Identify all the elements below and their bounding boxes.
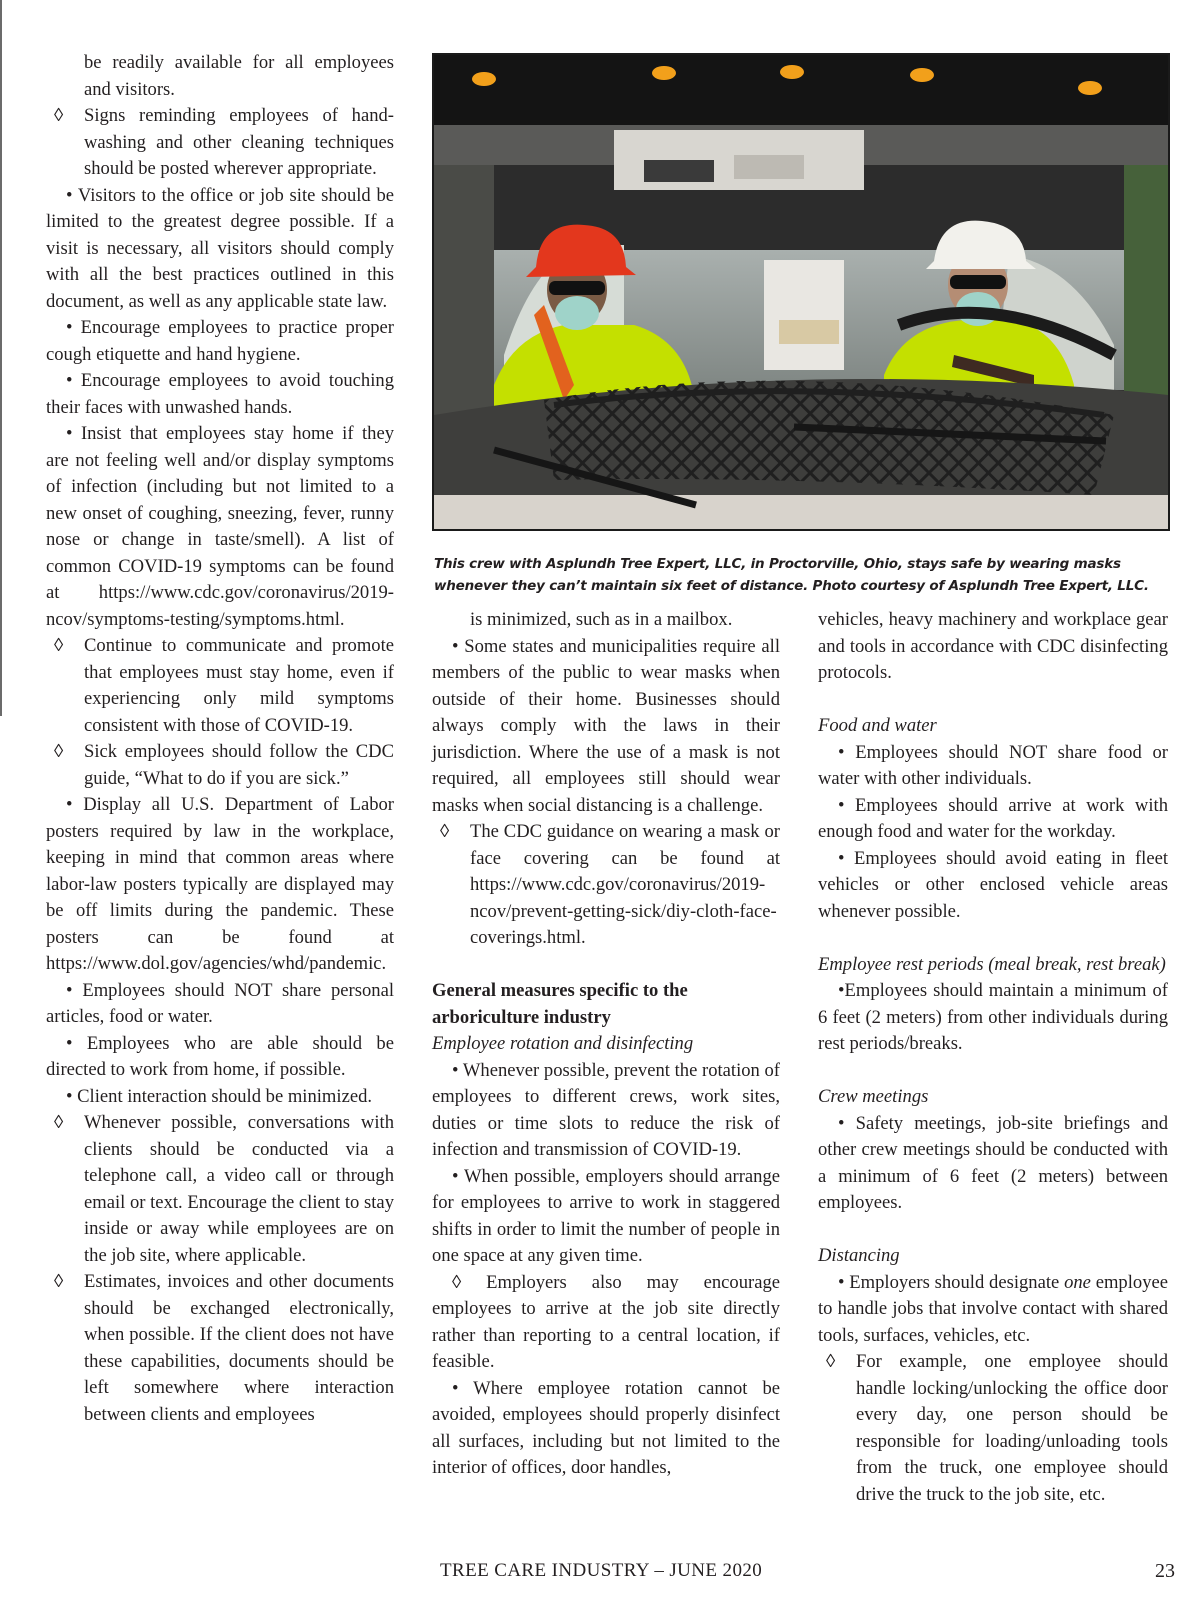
subheading: Employee rotation and disinfecting <box>432 1033 694 1054</box>
bullet-item: • Display all U.S. Department of Labor posters required by law in the workplace, keeping in mind that common areas where labor-law posters typically are displayed may be off limits during the pandemic. These posters can be found at https://www.dol.gov/agencies/whd/pandemic. <box>46 794 394 974</box>
bullet-item: • Whenever possible, prevent the rotation of employees to different crews, work sites, duties or time slots to reduce the risk of infection and transmission of COVID-19. <box>432 1059 780 1160</box>
crew-photo <box>432 53 1170 531</box>
section-heading: General measures specific to the arboriculture industry <box>432 980 688 1028</box>
diamond-item: ◊ Employers also may encourage employees to arrive at the job site directly rather than reporting to a central location, if feasible. <box>432 1271 780 1372</box>
diamond-item: ◊ The CDC guidance on wearing a mask or face covering can be found at https://www.cdc.gov/coronavirus/2019-ncov/prevent-getting-sick/diy-cloth-face-coverings.html. <box>470 819 780 952</box>
page-number: 23 <box>1155 1560 1175 1582</box>
diamond-item: ◊ Estimates, invoices and other documents should be exchanged electronically, when possible. If the client does not have these capabilities, documents should be left somewhere where interaction between clients and employees <box>84 1269 394 1428</box>
bullet-item: •Employees should maintain a minimum of 6 feet (2 meters) from other individuals during rest periods/breaks. <box>818 980 1168 1054</box>
spacer <box>818 925 1168 952</box>
bullet-item: • Where employee rotation cannot be avoided, employees should properly disinfect all surfaces, including but not limited to the interior of offices, door handles, <box>432 1377 780 1478</box>
diamond-item: ◊ Sick employees should follow the CDC guide, “What to do if you are sick.” <box>84 739 394 792</box>
bullet-item: • Client interaction should be minimized. <box>66 1085 373 1107</box>
subheading: Employee rest periods (meal break, rest break) <box>818 953 1166 975</box>
diamond-item: ◊ Whenever possible, conversations with clients should be conducted via a telephone call, a video call or through email or text. Encourage the client to stay inside or away while employees are on the job site, where applicable. <box>84 1110 394 1269</box>
spacer <box>818 1058 1168 1085</box>
subheading: Crew meetings <box>818 1086 929 1107</box>
truck-cab-photo-illustration <box>434 55 1168 529</box>
footer-publication: TREE CARE INDUSTRY – JUNE 2020 <box>440 1560 763 1581</box>
photo-caption: This crew with Asplundh Tree Expert, LLC, in Proctorville, Ohio, stays safe by wearing masks whenever they can’t maintain six feet of distance. Photo courtesy of Asplundh Tree Expert, LLC. <box>434 556 1149 594</box>
bullet-item: • Employees who are able should be directed to work from home, if possible. <box>46 1032 394 1080</box>
bullet-item: • Visitors to the office or job site should be limited to the greatest degree possible. If a visit is necessary, all visitors should comply with all the best practices outlined in this document, as well as any applicable state law. <box>46 184 394 312</box>
subheading: Food and water <box>818 715 937 736</box>
spacer <box>818 687 1168 714</box>
bullet-item: • Safety meetings, job-site briefings and other crew meetings should be conducted with a minimum of 6 feet (2 meters) between employees. <box>818 1112 1168 1213</box>
column-1 <box>46 50 394 1428</box>
bullet-item: • When possible, employers should arrange for employees to arrive to work in staggered shifts in order to limit the number of people in one space at any given time. <box>432 1165 780 1266</box>
column-2 <box>432 607 780 1482</box>
bullet-item: • Employees should NOT share food or water with other individuals. <box>818 741 1168 789</box>
bullet-item: • Some states and municipalities require all members of the public to wear masks when outside of their home. Businesses should always comply with the laws in their jurisdiction. Where the use of a mask is not required, all employees still should wear masks when social distancing is a challenge. <box>432 635 780 816</box>
text-run: • Employers should designate <box>838 1271 1060 1293</box>
paragraph: is minimized, such as in a mailbox. <box>470 609 733 630</box>
column-3 <box>818 607 1168 1508</box>
page-edge-line <box>0 0 2 716</box>
diamond-item: ◊ Signs reminding employees of hand-washing and other cleaning techniques should be posted wherever appropriate. <box>84 103 394 183</box>
diamond-item: ◊ Continue to communicate and promote that employees must stay home, even if experiencing only mild symptoms consistent with those of COVID-19. <box>84 633 394 739</box>
spacer <box>818 1217 1168 1244</box>
spacer <box>432 952 780 979</box>
bullet-item: • Employees should NOT share personal articles, food or water. <box>46 979 394 1027</box>
bullet-item: • Insist that employees stay home if they are not feeling well and/or display symptoms of infection (including but not limited to a new onset of coughing, sneezing, fever, runny nose or change in taste/smell). A list of common COVID-19 symptoms can be found at https://www.cdc.gov/coronavirus/2019-ncov/symptoms-testing/symptoms.html. <box>46 423 394 630</box>
paragraph: vehicles, heavy machinery and workplace gear and tools in accordance with CDC disinfecting protocols. <box>818 609 1168 683</box>
bullet-item: • Encourage employees to avoid touching their faces with unwashed hands. <box>46 370 394 418</box>
bullet-item <box>818 1270 1168 1350</box>
bullet-item: • Employees should arrive at work with enough food and water for the workday. <box>818 794 1168 842</box>
paragraph: be readily available for all employees and visitors. <box>84 52 394 100</box>
bullet-item: • Encourage employees to practice proper cough etiquette and hand hygiene. <box>46 317 394 365</box>
text-run: employee to handle jobs that involve contact with shared tools, surfaces, vehicles, etc. <box>818 1271 1168 1346</box>
emphasis: one <box>1064 1271 1091 1293</box>
diamond-item: ◊ For example, one employee should handle locking/unlocking the office door every day, one person should be responsible for loading/unloading tools from the truck, one employee should drive the truck to the job site, etc. <box>856 1349 1168 1508</box>
bullet-item: • Employees should avoid eating in fleet vehicles or other enclosed vehicle areas whenever possible. <box>818 847 1168 922</box>
subheading: Distancing <box>818 1245 900 1266</box>
